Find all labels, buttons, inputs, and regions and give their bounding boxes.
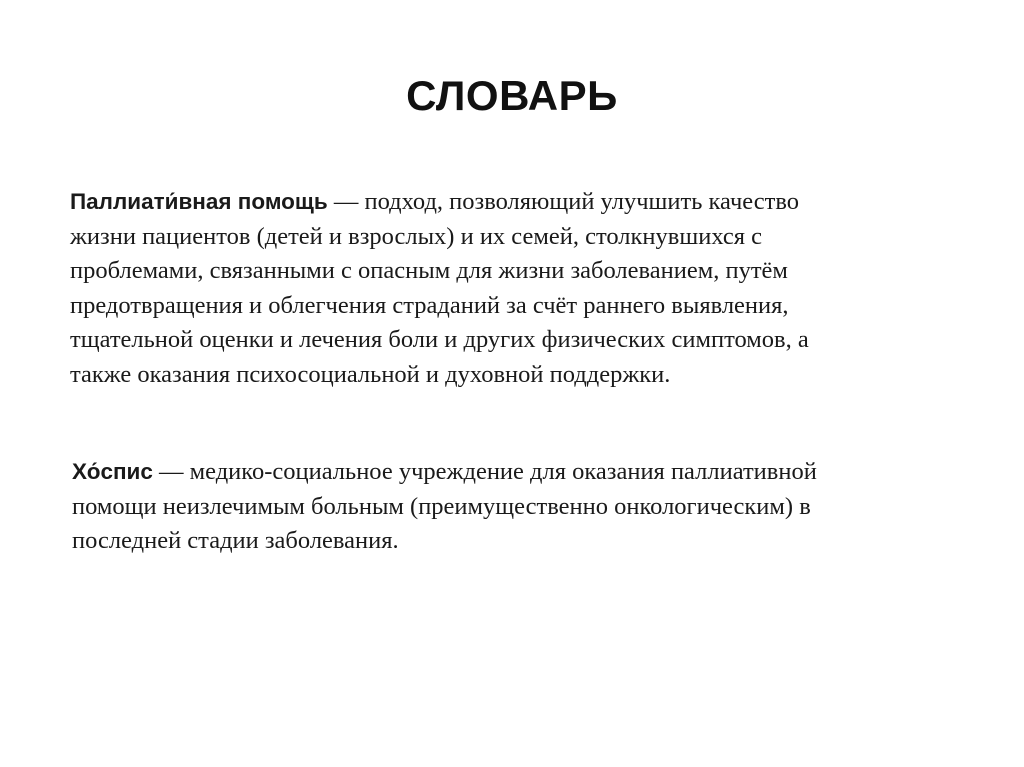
- definition-line: предотвращения и облегчения страданий за счёт раннего выявления,: [70, 291, 789, 319]
- definition-line: также оказания психосоциальной и духовной поддержки.: [70, 360, 671, 388]
- definition-line: [70, 185, 950, 220]
- definition-palliative-care: [70, 185, 950, 393]
- definition-text: — подход, позволяющий улучшить качество: [327, 188, 799, 215]
- term-hospice: Хо́спис: [72, 459, 153, 484]
- definition-line: последней стадии заболевания.: [72, 527, 399, 555]
- definition-line: помощи неизлечимым больным (преимущественно онкологическим) в: [72, 492, 811, 520]
- definition-line: тщательной оценки и лечения боли и других физических симптомов, а: [70, 326, 809, 354]
- term-palliative-care: Паллиати́вная помощь: [70, 189, 328, 214]
- slide-title: СЛОВАРЬ: [406, 72, 618, 119]
- definition-text: — медико-социальное учреждение для оказания паллиативной: [152, 458, 817, 485]
- definition-line: проблемами, связанными с опасным для жизни заболеванием, путём: [70, 257, 788, 285]
- definition-hospice: [72, 455, 952, 559]
- definition-line: [72, 455, 952, 490]
- definition-line: жизни пациентов (детей и взрослых) и их семей, столкнувшихся с: [70, 222, 763, 250]
